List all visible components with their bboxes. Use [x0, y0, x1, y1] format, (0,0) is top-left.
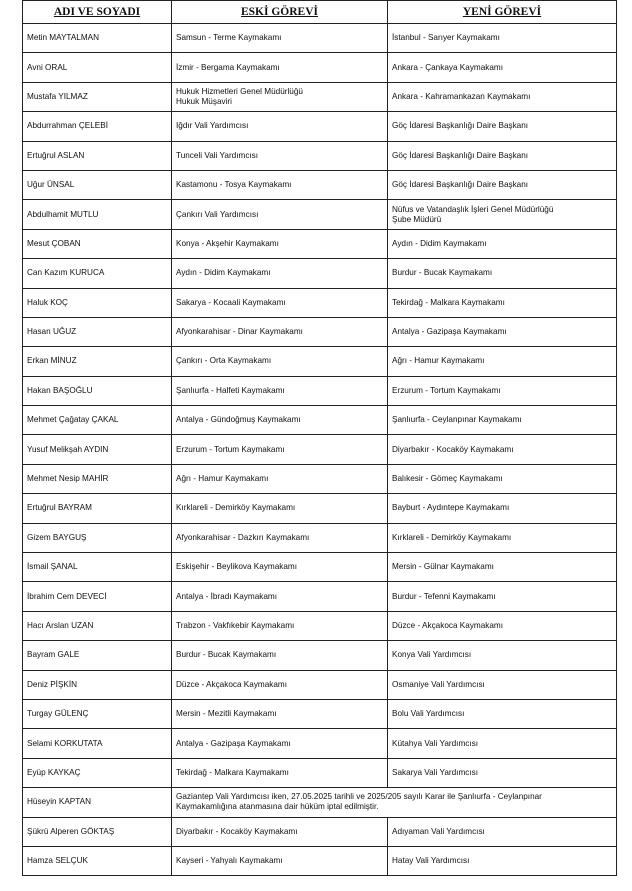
cell-name: Bayram GALE: [23, 641, 172, 670]
cell-line: Antalya - Gündoğmuş Kaymakamı: [176, 415, 301, 425]
cell-line: Antalya - Gazipaşa Kaymakamı: [392, 327, 507, 337]
cell-line: Tekirdağ - Malkara Kaymakamı: [392, 297, 505, 307]
cell-line: Kırklareli - Demirköy Kaymakamı: [392, 532, 512, 542]
cell-line: Burdur - Tefenni Kaymakamı: [392, 591, 496, 601]
cell-name: Deniz PİŞKİN: [23, 670, 172, 699]
cell-line: Düzce - Akçakoca Kaymakamı: [392, 621, 504, 630]
cell-new-position: [388, 112, 617, 141]
cell-line: İzmir - Bergama Kaymakamı: [176, 62, 280, 72]
cell-old-position: [172, 200, 388, 229]
cell-line: Şanlıurfa - Ceylanpınar Kaymakamı: [392, 415, 522, 425]
cell-new-position: [388, 141, 617, 170]
cell-line: Sakarya - Kocaali Kaymakamı: [176, 297, 286, 307]
cell-line: Çankırı Vali Yardımcısı: [176, 209, 259, 219]
cell-old-position: [172, 376, 388, 405]
cell-line: Konya - Akşehir Kaymakamı: [176, 238, 279, 248]
cell-new-position: [388, 699, 617, 728]
cell-old-position: [172, 758, 388, 787]
table-row: [23, 641, 617, 670]
cell-old-position: [172, 817, 388, 846]
cell-line: Ağrı - Hamur Kaymakamı: [176, 474, 269, 484]
cell-line: Hatay Vali Yardımcısı: [392, 856, 470, 866]
cell-new-position: [388, 200, 617, 229]
cell-new-position: [388, 817, 617, 846]
cell-name: Hasan UĞUZ: [23, 317, 172, 346]
cell-new-position: [388, 82, 617, 111]
cell-line: Hukuk Müşaviri: [176, 96, 232, 106]
cell-old-position: [172, 288, 388, 317]
table-row: [23, 464, 617, 493]
header-new-position: YENİ GÖREVİ: [388, 1, 617, 24]
table-body: [23, 24, 617, 876]
cell-line: Göç İdaresi Başkanlığı Daire Başkanı: [392, 180, 529, 190]
cell-line: Ankara - Kahramankazan Kaymakamı: [392, 91, 531, 101]
table-row: [23, 582, 617, 611]
cell-line: Afyonkarahisar - Dazkırı Kaymakamı: [176, 532, 310, 542]
cell-line: Iğdır Vali Yardımcısı: [176, 121, 249, 131]
cell-line: Tekirdağ - Malkara Kaymakamı: [176, 767, 289, 777]
cell-line: Konya Vali Yardımcısı: [392, 650, 472, 660]
cell-name: Yusuf Melikşah AYDIN: [23, 435, 172, 464]
cell-name: Eyüp KAYKAÇ: [23, 758, 172, 787]
cell-old-position: [172, 846, 388, 875]
cell-name: Hüseyin KAPTAN: [23, 788, 172, 817]
cell-new-position: [388, 846, 617, 875]
table-row: [23, 758, 617, 787]
cell-line: Kütahya Vali Yardımcısı: [392, 738, 479, 748]
cell-name: İbrahim Cem DEVECİ: [23, 582, 172, 611]
table-row: [23, 24, 617, 53]
cell-new-position: [388, 523, 617, 552]
table-row: [23, 347, 617, 376]
cell-line: Bolu Vali Yardımcısı: [392, 709, 465, 719]
cell-line: Kastamonu - Tosya Kaymakamı: [176, 180, 292, 190]
cell-line: Aydın - Didim Kaymakamı: [176, 268, 271, 278]
cell-line: Mersin - Gülnar Kaymakamı: [392, 562, 494, 572]
cell-new-position: [388, 729, 617, 758]
cell-old-position: [172, 464, 388, 493]
cell-name: Selami KORKUTATA: [23, 729, 172, 758]
cell-line: Kaymakamlığına atanmasına dair hüküm iptal edilmiştir.: [176, 802, 379, 812]
cell-name: İsmail ŞANAL: [23, 553, 172, 582]
cell-new-position: [388, 758, 617, 787]
cell-new-position: [388, 670, 617, 699]
cell-name: Hacı Arslan UZAN: [23, 611, 172, 640]
cell-name: Turgay GÜLENÇ: [23, 699, 172, 728]
cell-line: Mersin - Mezitli Kaymakamı: [176, 709, 277, 719]
cell-new-position: [388, 288, 617, 317]
table-row: [23, 82, 617, 111]
cell-old-position: [172, 82, 388, 111]
cell-new-position: [388, 53, 617, 82]
cell-old-position: [172, 699, 388, 728]
cell-old-position: [172, 729, 388, 758]
cell-line: Trabzon - Vakfıkebir Kaymakamı: [176, 621, 295, 630]
cell-name: Ertuğrul ASLAN: [23, 141, 172, 170]
table-row: [23, 670, 617, 699]
cell-line: Çankırı - Orta Kaymakamı: [176, 356, 272, 366]
table-row: [23, 611, 617, 640]
cell-name: Mehmet Çağatay ÇAKAL: [23, 406, 172, 435]
cell-line: Burdur - Bucak Kaymakamı: [176, 650, 277, 660]
cell-name: Erkan MİNUZ: [23, 347, 172, 376]
table-row: [23, 553, 617, 582]
cell-old-position: [172, 611, 388, 640]
cell-old-position: [172, 553, 388, 582]
table-row: [23, 699, 617, 728]
cell-line: Şanlıurfa - Halfeti Kaymakamı: [176, 385, 285, 395]
cell-new-position: [388, 376, 617, 405]
cell-line: Diyarbakır - Kocaköy Kaymakamı: [392, 444, 514, 454]
cell-line: Şube Müdürü: [392, 214, 442, 224]
cell-line: İstanbul - Sarıyer Kaymakamı: [392, 33, 500, 43]
cell-line: Antalya - İbradı Kaymakamı: [176, 591, 278, 601]
header-row: [23, 1, 617, 24]
table-row: [23, 112, 617, 141]
cell-old-position: [172, 523, 388, 552]
cell-old-position: [172, 494, 388, 523]
cell-old-position: [172, 259, 388, 288]
table-row: [23, 817, 617, 846]
table-row: [23, 229, 617, 258]
cell-name: Abdurrahman ÇELEBİ: [23, 112, 172, 141]
cell-old-position: [172, 641, 388, 670]
cell-line: Sakarya Vali Yardımcısı: [392, 767, 478, 777]
cell-new-position: [388, 641, 617, 670]
table-row: [23, 523, 617, 552]
cell-old-position: [172, 53, 388, 82]
cell-name: Haluk KOÇ: [23, 288, 172, 317]
cell-line: Kırklareli - Demirköy Kaymakamı: [176, 503, 296, 513]
header-old-position: ESKİ GÖREVİ: [172, 1, 388, 24]
table-row: [23, 846, 617, 875]
cell-line: Tunceli Vali Yardımcısı: [176, 150, 259, 160]
cell-new-position: [388, 464, 617, 493]
cell-new-position: [388, 317, 617, 346]
table-row: [23, 200, 617, 229]
cell-line: Erzurum - Tortum Kaymakamı: [392, 385, 501, 395]
cell-new-position: [388, 170, 617, 199]
cell-line: Balıkesir - Gömeç Kaymakamı: [392, 474, 503, 484]
cell-new-position: [388, 24, 617, 53]
cell-line: Düzce - Akçakoca Kaymakamı: [176, 679, 288, 689]
cell-name: Uğur ÜNSAL: [23, 170, 172, 199]
cell-old-position: [172, 406, 388, 435]
cell-old-position: [172, 317, 388, 346]
cell-old-position: [172, 112, 388, 141]
table-row: [23, 406, 617, 435]
cell-line: Nüfus ve Vatandaşlık İşleri Genel Müdürlüğü: [392, 204, 554, 214]
cell-old-position: [172, 347, 388, 376]
table-row: [23, 259, 617, 288]
cell-line: Ankara - Çankaya Kaymakamı: [392, 62, 504, 72]
cell-name: Hakan BAŞOĞLU: [23, 376, 172, 405]
cell-name: Gizem BAYGUŞ: [23, 523, 172, 552]
cell-line: Adıyaman Vali Yardımcısı: [392, 826, 485, 836]
cell-line: Burdur - Bucak Kaymakamı: [392, 268, 493, 278]
cell-old-position: [172, 435, 388, 464]
cell-line: Osmaniye Vali Yardımcısı: [392, 679, 485, 689]
cell-name: Ertuğrul BAYRAM: [23, 494, 172, 523]
cell-name: Mesut ÇOBAN: [23, 229, 172, 258]
cell-name: Metin MAYTALMAN: [23, 24, 172, 53]
cell-old-position: [172, 170, 388, 199]
cell-old-position: [172, 670, 388, 699]
table-row: [23, 729, 617, 758]
cell-line: Bayburt - Aydıntepe Kaymakamı: [392, 503, 510, 513]
cell-name: Şükrü Alperen GÖKTAŞ: [23, 817, 172, 846]
cell-old-position: [172, 141, 388, 170]
cell-name: Can Kazım KURUCA: [23, 259, 172, 288]
cell-line: Hukuk Hizmetleri Genel Müdürlüğü: [176, 86, 303, 96]
cell-new-position: [388, 611, 617, 640]
cell-name: Abdulhamit MUTLU: [23, 200, 172, 229]
table-row: [23, 317, 617, 346]
cell-line: Göç İdaresi Başkanlığı Daire Başkanı: [392, 150, 529, 160]
cell-new-position: [388, 582, 617, 611]
cell-line: Afyonkarahisar - Dinar Kaymakamı: [176, 327, 303, 337]
cell-new-position: [388, 553, 617, 582]
cell-name: Mehmet Nesip MAHİR: [23, 464, 172, 493]
cell-note: [172, 788, 617, 817]
table-row: [23, 494, 617, 523]
cell-new-position: [388, 406, 617, 435]
table-row: [23, 53, 617, 82]
cell-old-position: [172, 24, 388, 53]
cell-line: Ağrı - Hamur Kaymakamı: [392, 356, 485, 366]
table-row: [23, 141, 617, 170]
table-row: [23, 288, 617, 317]
cell-line: Eskişehir - Beylikova Kaymakamı: [176, 562, 298, 572]
cell-line: Göç İdaresi Başkanlığı Daire Başkanı: [392, 121, 529, 131]
cell-new-position: [388, 229, 617, 258]
cell-line: Antalya - Gazipaşa Kaymakamı: [176, 738, 291, 748]
cell-name: Hamza SELÇUK: [23, 846, 172, 875]
header-name: ADI VE SOYADI: [23, 1, 172, 24]
table-row: [23, 435, 617, 464]
cell-line: Kayseri - Yahyalı Kaymakamı: [176, 856, 283, 866]
cell-line: Samsun - Terme Kaymakamı: [176, 33, 282, 43]
cell-new-position: [388, 435, 617, 464]
table-row: [23, 376, 617, 405]
cell-new-position: [388, 494, 617, 523]
cell-name: Avni ORAL: [23, 53, 172, 82]
table-row: [23, 788, 617, 817]
cell-line: Aydın - Didim Kaymakamı: [392, 238, 487, 248]
cell-new-position: [388, 259, 617, 288]
cell-name: Mustafa YILMAZ: [23, 82, 172, 111]
cell-old-position: [172, 582, 388, 611]
cell-line: Diyarbakır - Kocaköy Kaymakamı: [176, 826, 298, 836]
cell-old-position: [172, 229, 388, 258]
cell-new-position: [388, 347, 617, 376]
cell-line: Gaziantep Vali Yardımcısı iken, 27.05.2025 tarihli ve 2025/205 sayılı Karar ile Şanlıurfa - Ceylanpınar: [176, 792, 542, 802]
table-row: [23, 170, 617, 199]
appointments-table: [22, 0, 617, 876]
cell-line: Erzurum - Tortum Kaymakamı: [176, 444, 285, 454]
